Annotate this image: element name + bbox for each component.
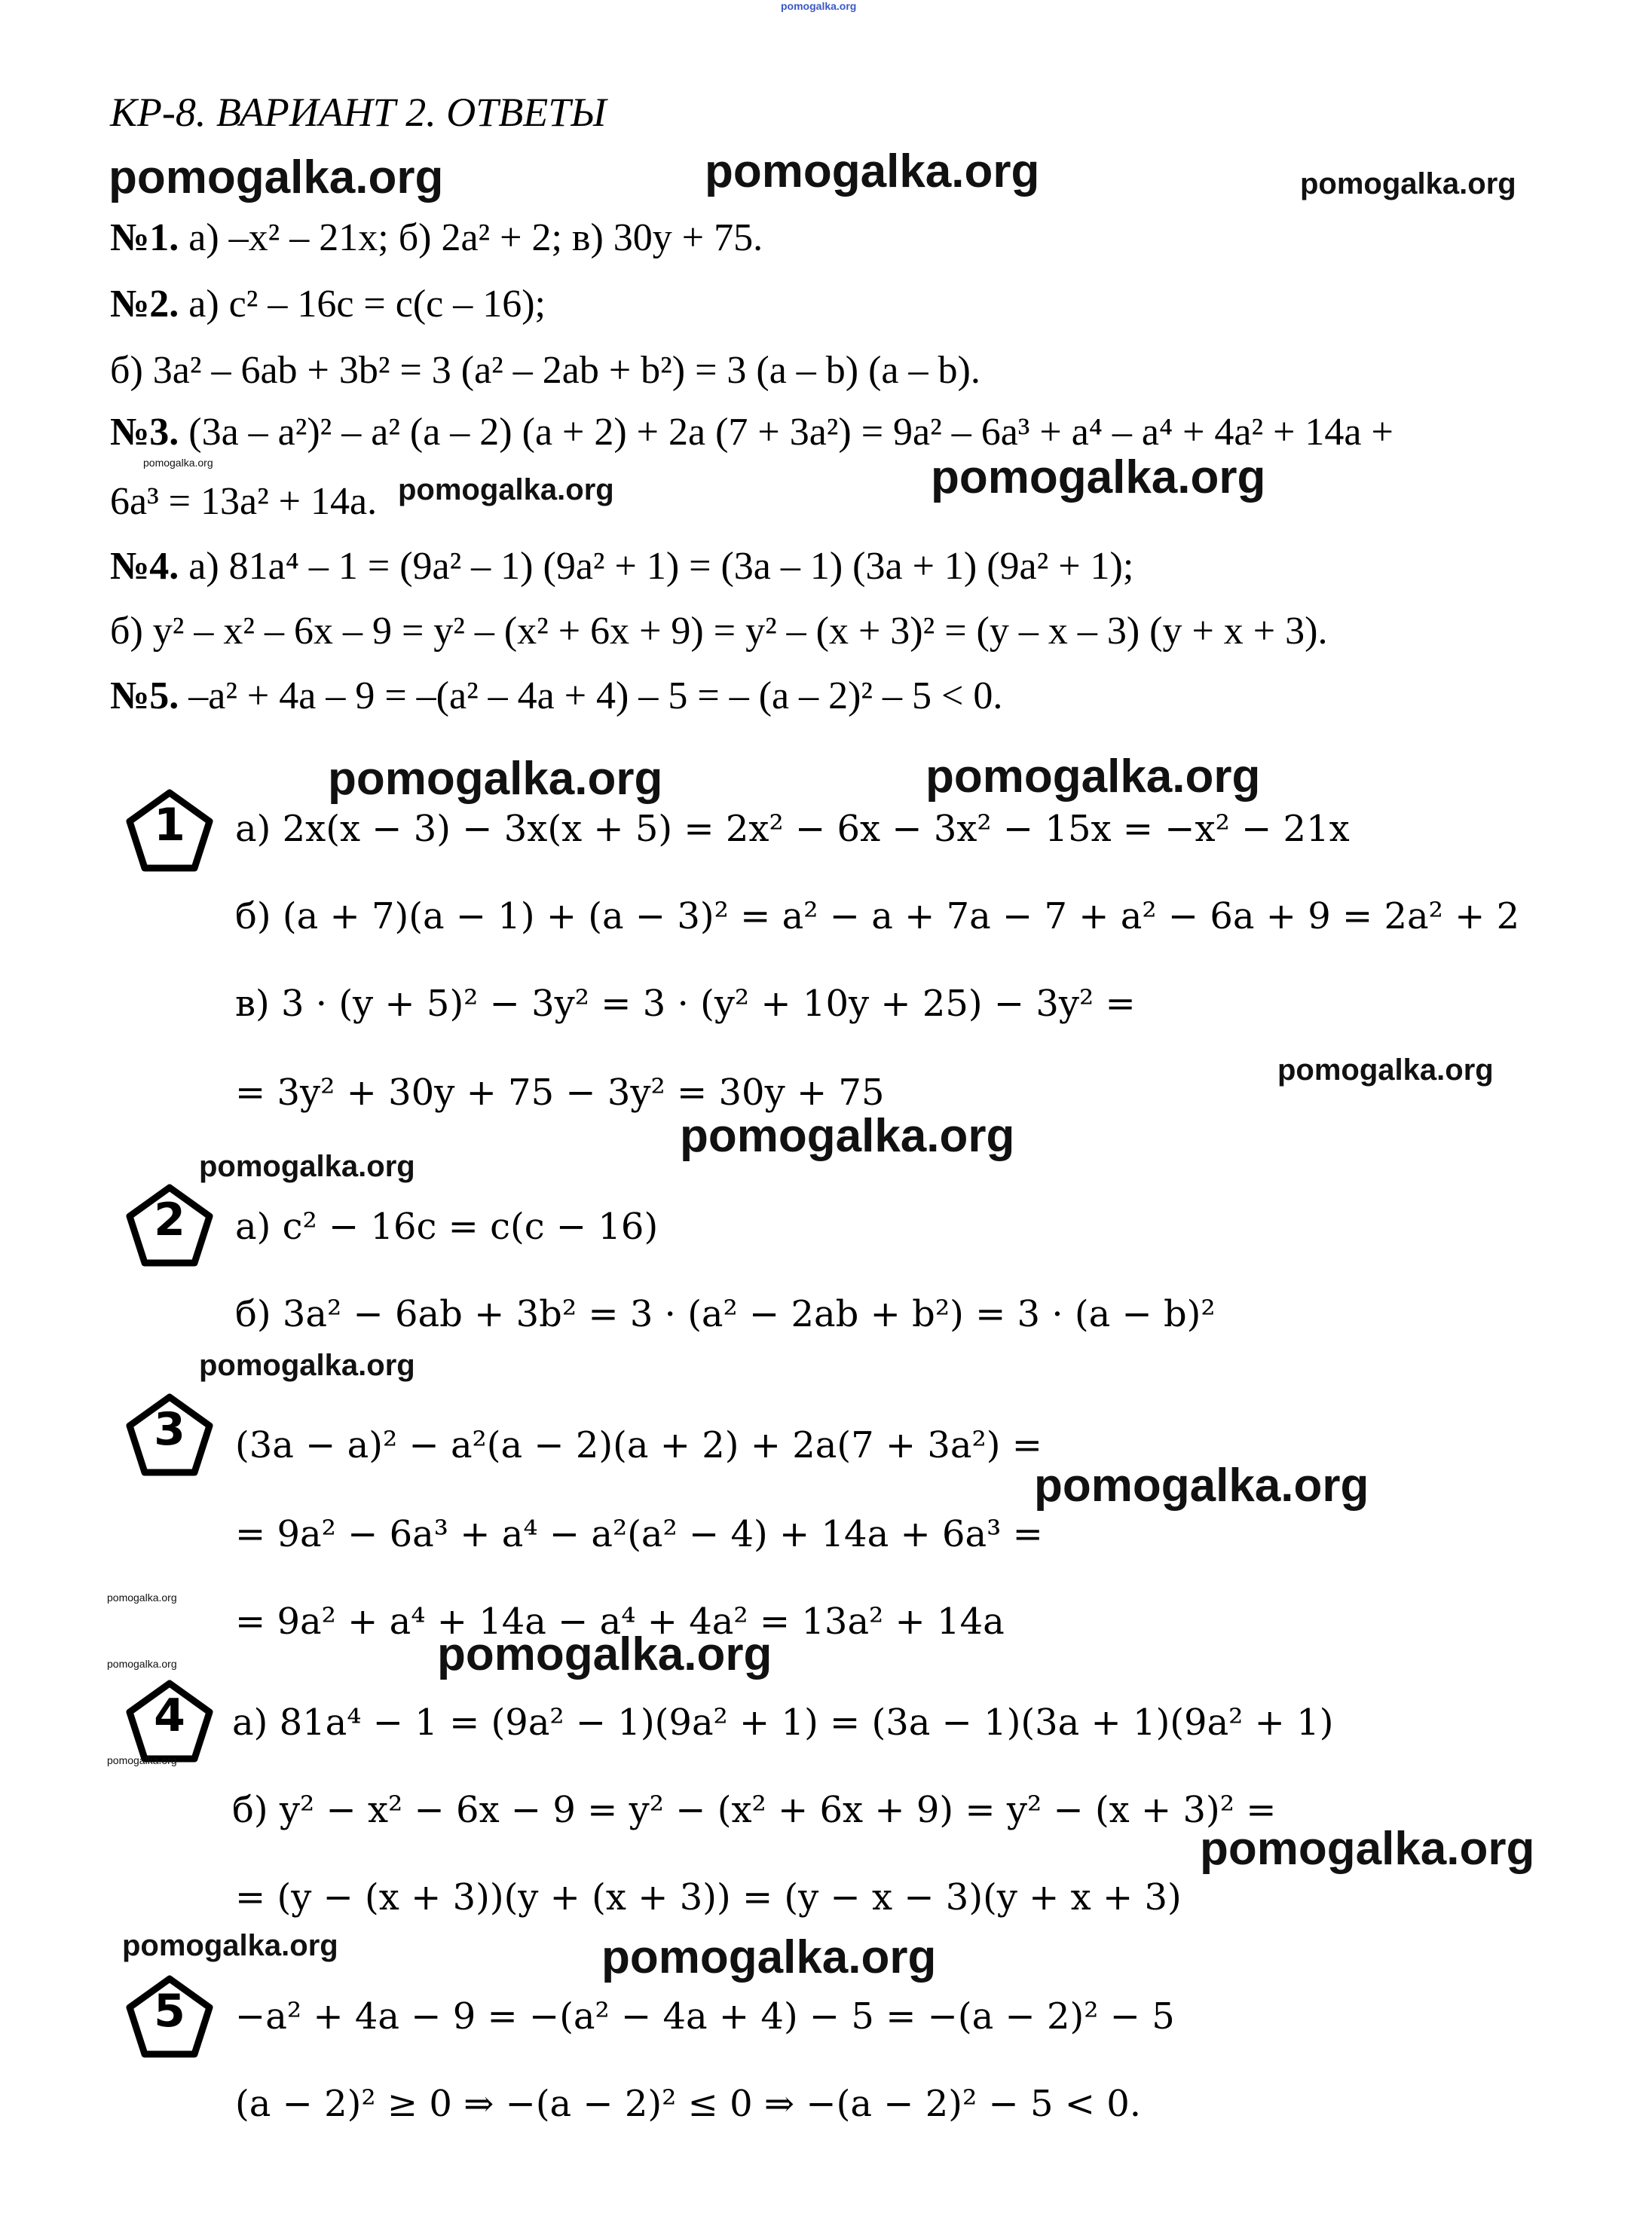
solution-3-line2: = 9a² − 6a³ + a⁴ − a²(a² − 4) + 14a + 6a³ = xyxy=(235,1513,1043,1555)
watermark: pomogalka.org xyxy=(931,451,1266,503)
solution-3-line3: = 9a² + a⁴ + 14a − a⁴ + 4a² = 13a² + 14a xyxy=(235,1601,1005,1643)
watermark: pomogalka.org xyxy=(143,457,213,469)
watermark: pomogalka.org xyxy=(199,1150,415,1183)
answer-3-line1: №3. (3a – a²)² – a² (a – 2) (a + 2) + 2a (7 + 3a²) = 9a² – 6a³ + a⁴ – a⁴ + 4a² + 14a + xyxy=(110,411,1393,454)
watermark: pomogalka.org xyxy=(328,753,663,805)
solution-5-line1: −a² + 4a − 9 = −(a² − 4a + 4) − 5 = −(a − 2)² − 5 xyxy=(235,1995,1175,2038)
solution-3-line1: (3a − a)² − a²(a − 2)(a + 2) + 2a(7 + 3a²) = xyxy=(235,1424,1042,1466)
answer-2-line1: №2. а) c² – 16c = c(c – 16); xyxy=(110,283,546,326)
solution-1-line2: б) (a + 7)(a − 1) + (a − 3)² = a² − a + 7a − 7 + a² − 6a + 9 = 2a² + 2 xyxy=(235,895,1520,937)
solution-1-line3: в) 3 · (y + 5)² − 3y² = 3 · (y² + 10y + 25) − 3y² = xyxy=(235,983,1136,1025)
solution-4-line1: а) 81a⁴ − 1 = (9a² − 1)(9a² + 1) = (3a − 1)(3a + 1)(9a² + 1) xyxy=(232,1702,1334,1744)
watermark: pomogalka.org xyxy=(398,473,614,506)
number-badge-1: 1 xyxy=(125,788,214,873)
answer-1-text: а) –x² – 21x; б) 2a² + 2; в) 30y + 75. xyxy=(188,216,763,259)
solution-4-line2: б) y² − x² − 6x − 9 = y² − (x² + 6x + 9) = y² − (x + 3)² = xyxy=(232,1789,1277,1831)
solution-5-line2: (a − 2)² ≥ 0 ⇒ −(a − 2)² ≤ 0 ⇒ −(a − 2)² − 5 < 0. xyxy=(235,2083,1142,2125)
watermark: pomogalka.org xyxy=(1200,1823,1535,1875)
solution-2-line1: а) c² − 16c = c(c − 16) xyxy=(235,1206,659,1248)
page-title: КР-8. ВАРИАНТ 2. ОТВЕТЫ xyxy=(110,90,607,135)
watermark: pomogalka.org xyxy=(601,1931,937,1983)
solution-1-line1: а) 2x(x − 3) − 3x(x + 5) = 2x² − 6x − 3x² − 15x = −x² − 21x xyxy=(235,808,1350,850)
answer-1: №1. а) –x² – 21x; б) 2a² + 2; в) 30y + 75. xyxy=(110,216,763,259)
watermark: pomogalka.org xyxy=(1277,1053,1494,1087)
watermark: pomogalka.org xyxy=(199,1349,415,1382)
watermark: pomogalka.org xyxy=(122,1929,338,1962)
watermark: pomogalka.org xyxy=(107,1754,177,1766)
solution-4-line3: = (y − (x + 3))(y + (x + 3)) = (y − x − 3)(y + x + 3) xyxy=(235,1876,1182,1919)
number-badge-5: 5 xyxy=(125,1974,214,2059)
solution-1-line4: = 3y² + 30y + 75 − 3y² = 30y + 75 xyxy=(235,1072,885,1114)
number-badge-3: 3 xyxy=(125,1393,214,1477)
watermark: pomogalka.org xyxy=(107,1658,177,1670)
watermark-top: pomogalka.org xyxy=(781,0,857,12)
number-badge-2: 2 xyxy=(125,1183,214,1267)
watermark: pomogalka.org xyxy=(1300,167,1516,200)
solution-2-line2: б) 3a² − 6ab + 3b² = 3 · (a² − 2ab + b²) = 3 · (a − b)² xyxy=(235,1293,1216,1335)
watermark: pomogalka.org xyxy=(705,145,1040,197)
watermark: pomogalka.org xyxy=(1034,1460,1369,1512)
answer-5: №5. –a² + 4a – 9 = –(a² – 4a + 4) – 5 = – (a – 2)² – 5 < 0. xyxy=(110,674,1003,717)
answer-4-line2: б) y² – x² – 6x – 9 = y² – (x² + 6x + 9) = y² – (x + 3)² = (y – x – 3) (y + x + 3). xyxy=(110,610,1328,653)
watermark: pomogalka.org xyxy=(109,151,444,203)
number-badge-4: 4 xyxy=(125,1679,214,1763)
watermark: pomogalka.org xyxy=(680,1110,1015,1162)
watermark: pomogalka.org xyxy=(925,751,1261,803)
answer-4-line1: №4. а) 81a⁴ – 1 = (9a² – 1) (9a² + 1) = (3a – 1) (3a + 1) (9a² + 1); xyxy=(110,545,1134,588)
watermark: pomogalka.org xyxy=(107,1591,177,1604)
watermark: pomogalka.org xyxy=(437,1628,772,1680)
answer-2-line2: б) 3a² – 6ab + 3b² = 3 (a² – 2ab + b²) = 3 (a – b) (a – b). xyxy=(110,349,980,392)
answer-3-line2: 6a³ = 13a² + 14a. xyxy=(110,480,378,523)
